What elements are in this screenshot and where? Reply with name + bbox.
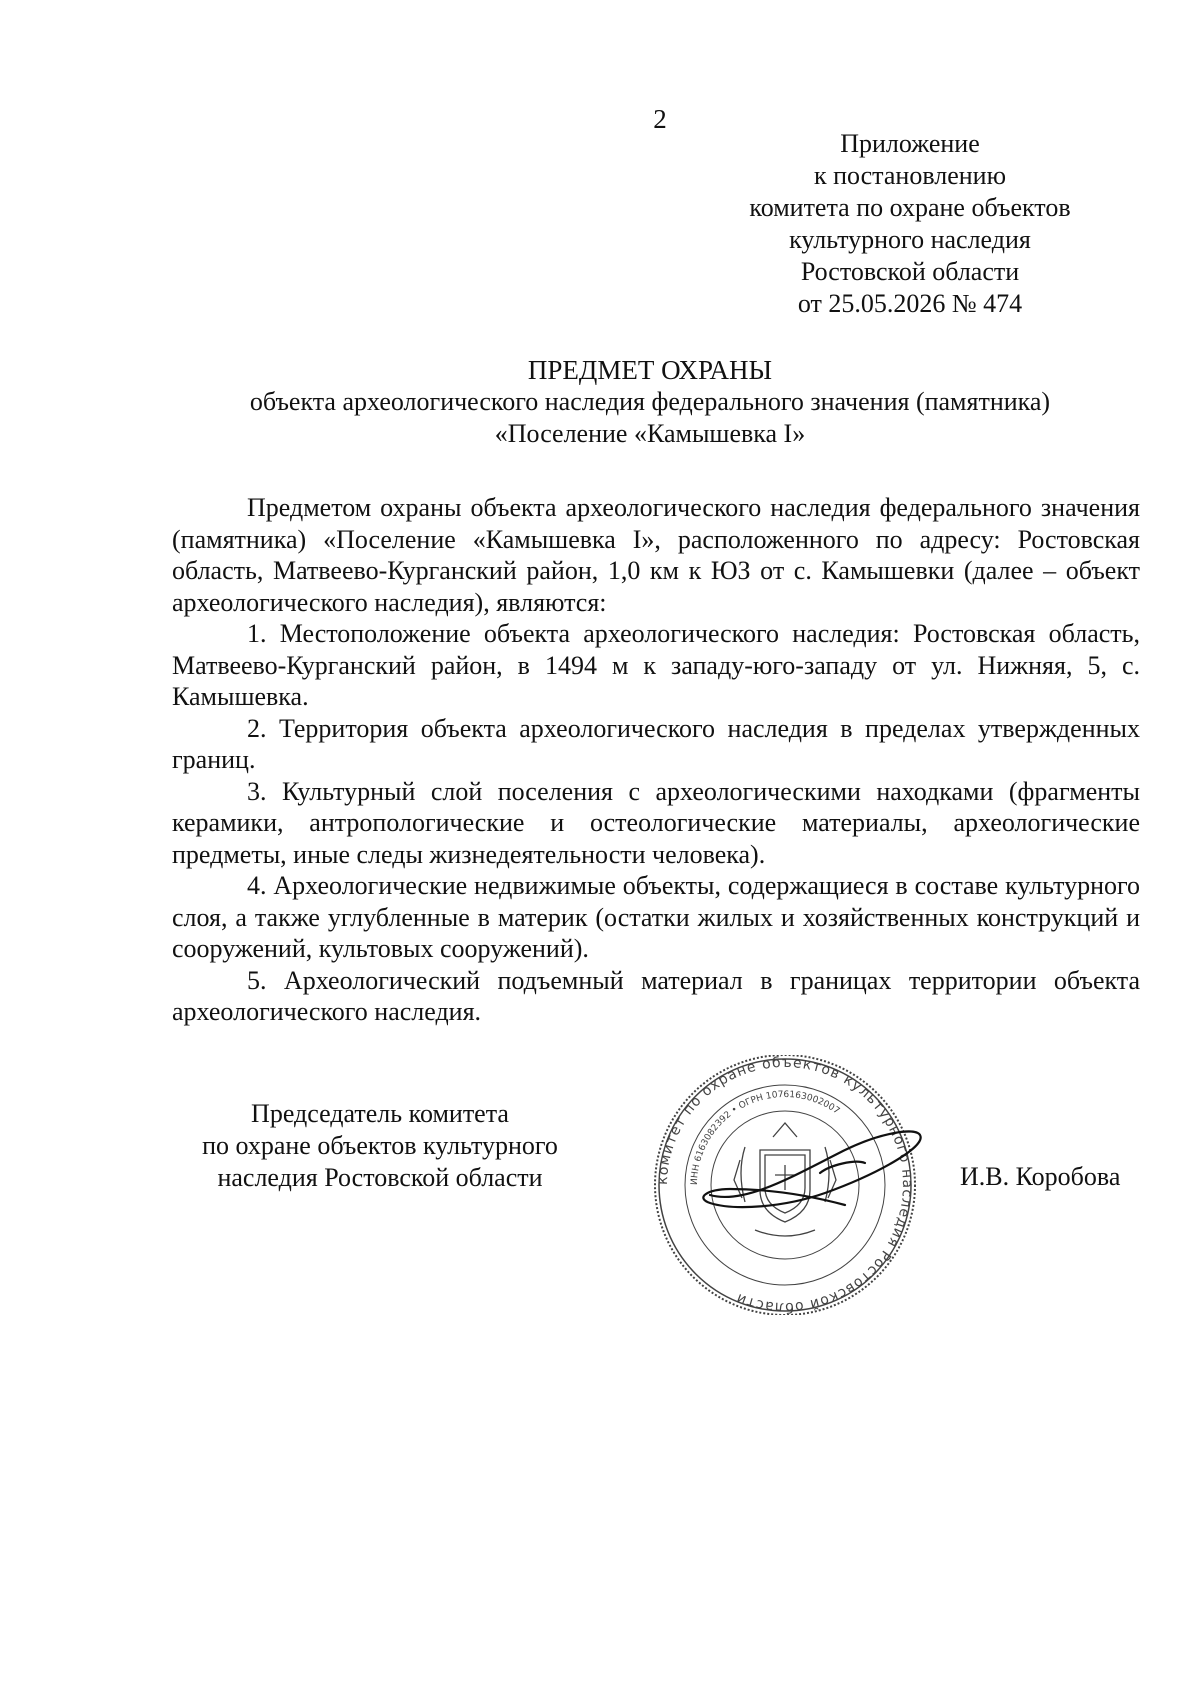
signatory-position-line: по охране объектов культурного [202, 1131, 558, 1160]
list-item: 3. Культурный слой поселения с археологическими находками (фрагменты керамики, антропологические и остеологические материалы, археологические предметы, иные следы жизнедеятельности человека). [172, 776, 1140, 869]
title-subtitle: объекта археологического наследия федерального значения (памятника) [249, 387, 1051, 416]
page-number: 2 [653, 104, 667, 134]
title-heading: ПРЕДМЕТ ОХРАНЫ [527, 355, 773, 385]
document-body [172, 492, 1140, 1028]
list-item: 2. Территория объекта археологического наследия в пределах утвержденных границ. [172, 713, 1140, 774]
appendix-line: культурного наследия [789, 225, 1031, 254]
appendix-line: от 25.05.2026 № 474 [797, 289, 1023, 318]
appendix-line: Ростовской области [800, 257, 1020, 286]
document-title [150, 354, 1150, 450]
signatory-position [170, 1098, 590, 1194]
list-item: 1. Местоположение объекта археологического наследия: Ростовская область, Матвеево-Курганский район, в 1494 м к западу-юго-западу от ул. Нижняя, 5, с. Камышевка. [172, 619, 1140, 711]
handwritten-signature [703, 1131, 920, 1207]
appendix-line: Приложение [840, 129, 980, 158]
stamp [655, 1055, 915, 1315]
seal-outer-text: комитет по охране объектов культурного наследия Ростовской области [654, 1055, 916, 1315]
seal-inner-text: ИНН 6163082392 • ОГРН 1076163002007 [689, 1089, 842, 1186]
intro-paragraph: Предметом охраны объекта археологического наследия федерального значения (памятника) «Поселение «Камышевка I», расположенного по адресу: Ростовская область, Матвеево-Курганский район, 1,0 км к ЮЗ от с. Камышевки (далее – объект археологического наследия), являются: [172, 493, 1140, 617]
appendix-line: комитета по охране объектов [749, 193, 1071, 222]
list-item: 5. Археологический подъемный материал в границах территории объекта археологического наследия. [172, 965, 1140, 1026]
signatory-position-line: Председатель комитета [251, 1099, 509, 1128]
signatory-name: И.В. Коробова [960, 1162, 1121, 1191]
appendix-line: к постановлению [813, 161, 1007, 190]
appendix-header [720, 128, 1100, 320]
signatory-position-line: наследия Ростовской области [217, 1163, 543, 1192]
list-item: 4. Археологические недвижимые объекты, содержащиеся в составе культурного слоя, а также углубленные в материк (остатки жилых и хозяйственных конструкций и сооружений, культовых сооружений). [172, 871, 1140, 963]
title-object-name: «Поселение «Камышевка I» [494, 419, 806, 448]
official-seal-with-signature [615, 1055, 955, 1315]
